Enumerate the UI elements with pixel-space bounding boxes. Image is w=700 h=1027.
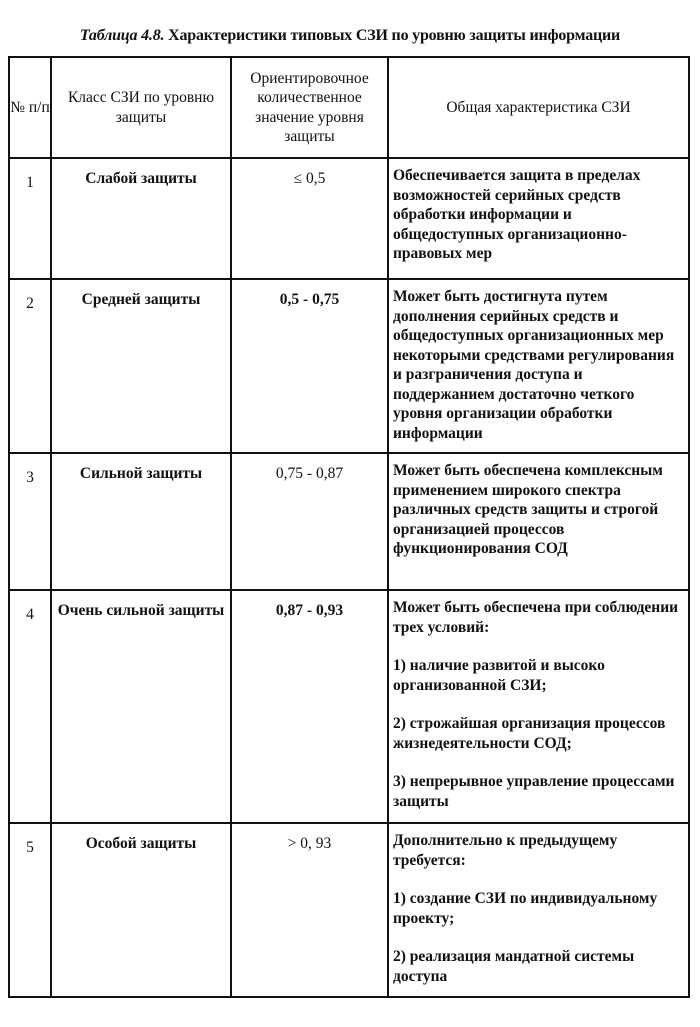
row-desc: [388, 590, 689, 823]
row-value: 0,87 - 0,93: [231, 590, 388, 823]
desc-paragraph: 2) реализация мандатной системы доступа: [393, 948, 635, 985]
table-title: Характеристики типовых СЗИ по уровню защиты информации: [168, 27, 621, 44]
desc-paragraph: Обеспечивается защита в пределах возможностей серийных средств обработки информации и общедоступных организационно-правовых мер: [393, 167, 641, 262]
row-desc: [388, 158, 689, 279]
szi-table: [8, 56, 690, 998]
row-num: 5: [9, 823, 51, 997]
row-num: 4: [9, 590, 51, 823]
desc-paragraph: 2) строжайшая организация процессов жизнедеятельности СОД;: [393, 715, 666, 752]
table-row: [9, 590, 689, 823]
row-value: > 0, 93: [231, 823, 388, 997]
row-class: Средней защиты: [51, 279, 231, 453]
header-num: № п/п: [9, 57, 51, 158]
row-value: 0,5 - 0,75: [231, 279, 388, 453]
row-value: ≤ 0,5: [231, 158, 388, 279]
table-caption: [0, 27, 700, 45]
table-row: [9, 279, 689, 453]
row-desc: [388, 279, 689, 453]
desc-paragraph: Может быть обеспечена при соблюдении трех условий:: [393, 599, 679, 636]
row-class: Слабой защиты: [51, 158, 231, 279]
header-value: Ориентировочное количественное значение уровня защиты: [231, 57, 388, 158]
table-number: Таблица 4.8.: [79, 27, 165, 44]
table-row: [9, 158, 689, 279]
header-class: Класс СЗИ по уровню защиты: [51, 57, 231, 158]
row-desc: [388, 823, 689, 997]
header-desc: Общая характеристика СЗИ: [388, 57, 689, 158]
row-num: 3: [9, 453, 51, 590]
desc-paragraph: Может быть достигнута путем дополнения серийных средств и общедоступных организационных мер некоторыми средствами регулирования и разграничения доступа и поддержанием достаточно четкого уровня организации обработки информации: [393, 288, 675, 442]
row-num: 1: [9, 158, 51, 279]
row-desc: [388, 453, 689, 590]
row-class: Очень сильной защиты: [51, 590, 231, 823]
table-row: [9, 453, 689, 590]
row-num: 2: [9, 279, 51, 453]
desc-paragraph: 1) наличие развитой и высоко организованной СЗИ;: [393, 657, 605, 694]
desc-paragraph: 3) непрерывное управление процессами защиты: [393, 773, 675, 810]
row-value: 0,75 - 0,87: [231, 453, 388, 590]
desc-paragraph: 1) создание СЗИ по индивидуальному проекту;: [393, 890, 658, 927]
row-class: Сильной защиты: [51, 453, 231, 590]
desc-paragraph: Может быть обеспечена комплексным применением широкого спектра различных средств защиты и строгой организацией процессов функционирования СОД: [393, 462, 663, 557]
header-row: [9, 57, 689, 158]
desc-paragraph: Дополнительно к предыдущему требуется:: [393, 832, 618, 869]
table-row: [9, 823, 689, 997]
row-class: Особой защиты: [51, 823, 231, 997]
